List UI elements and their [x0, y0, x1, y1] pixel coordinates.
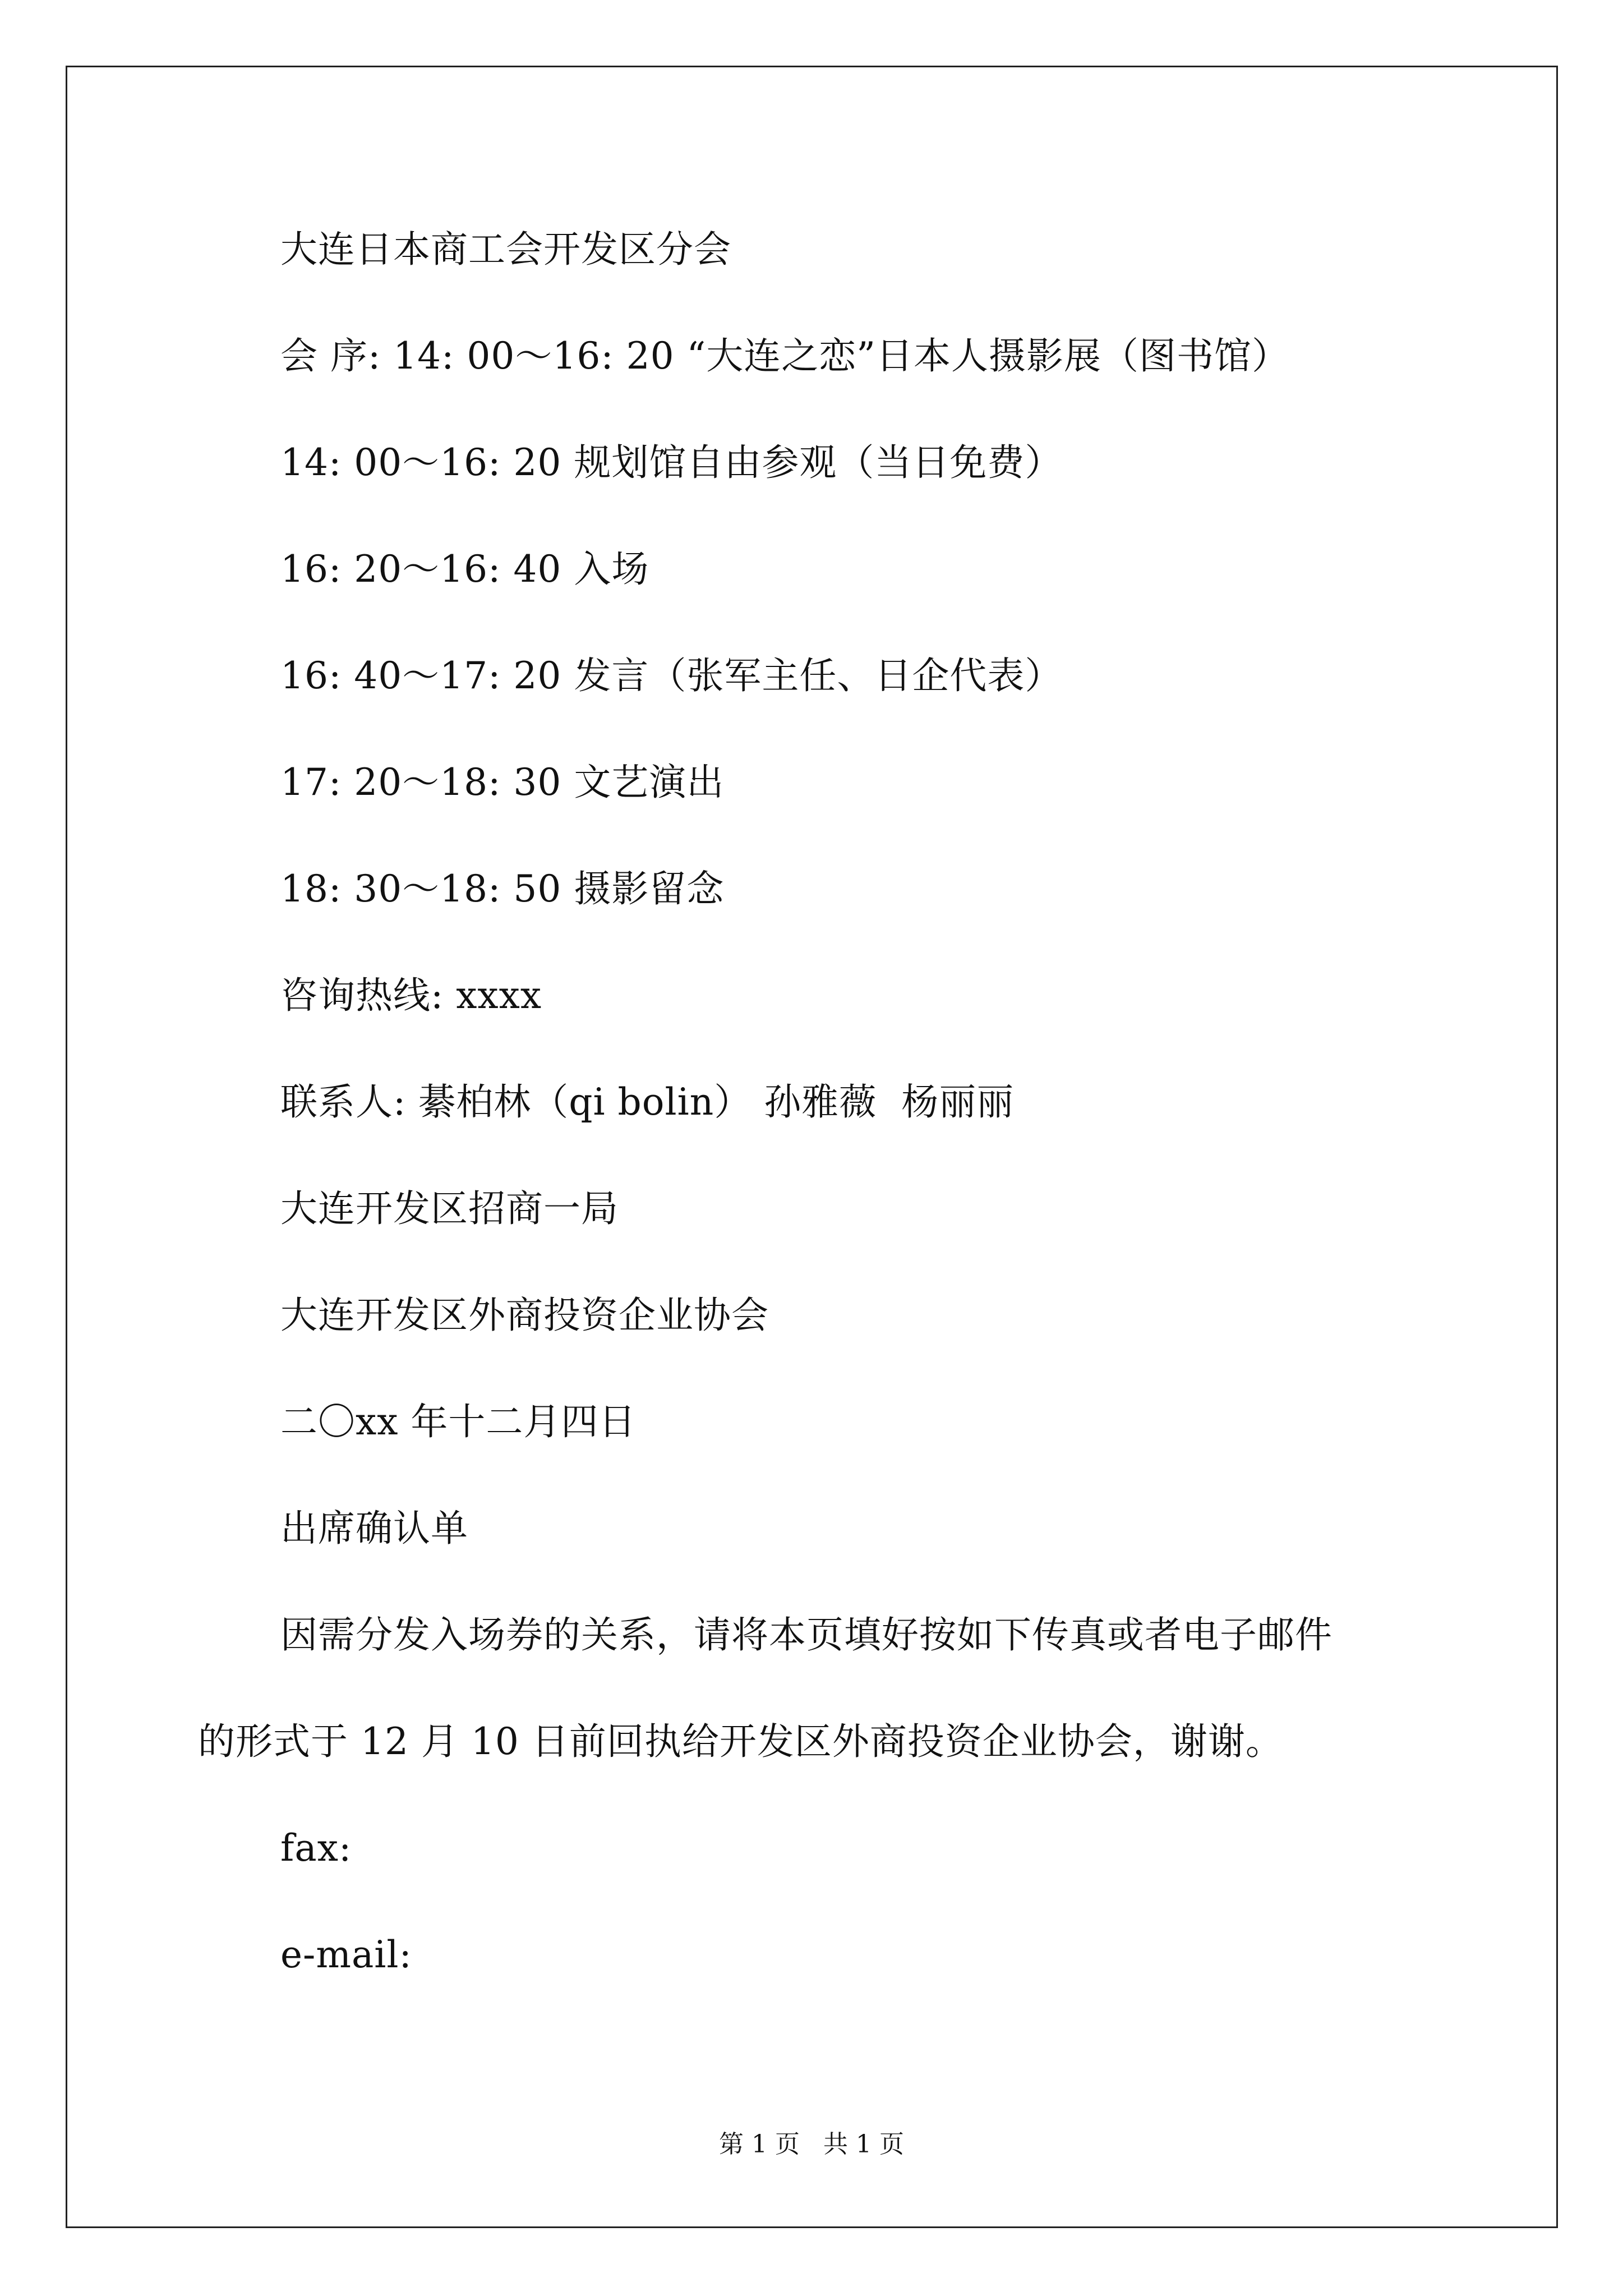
schedule-line-exhibition: 会 序: 14: 00～16: 20 “大连之恋”日本人摄影展（图书馆）: [280, 334, 1290, 378]
schedule-line-performance: 17: 20～18: 30 文艺演出: [280, 761, 725, 804]
schedule-line-photo: 18: 30～18: 50 摄影留念: [280, 867, 725, 910]
email-label: e-mail:: [280, 1933, 412, 1976]
organizer-line: 大连日本商工会开发区分会: [280, 228, 731, 271]
date-line: 二〇xx 年十二月四日: [280, 1400, 637, 1443]
sponsor-line-association: 大连开发区外商投资企业协会: [280, 1294, 769, 1337]
contacts-line: 联系人: 綦柏林（qi bolin） 孙雅薇 杨丽丽: [280, 1080, 1015, 1124]
schedule-line-speech: 16: 40～17: 20 发言（张军主任、日企代表）: [280, 654, 1063, 697]
sponsor-line-bureau: 大连开发区招商一局: [280, 1187, 619, 1230]
page-footer: 第 1 页 共 1 页: [719, 2130, 904, 2159]
instruction-line-1: 因需分发入场券的关系，请将本页填好按如下传真或者电子邮件: [280, 1613, 1332, 1657]
schedule-line-visit: 14: 00～16: 20 规划馆自由参观（当日免费）: [280, 441, 1063, 484]
hotline-line: 咨询热线: xxxx: [280, 974, 542, 1017]
confirmation-title: 出席确认单: [280, 1507, 468, 1550]
instruction-line-2: 的形式于 12 月 10 日前回执给开发区外商投资企业协会，谢谢。: [198, 1720, 1283, 1763]
schedule-line-entry: 16: 20～16: 40 入场: [280, 547, 649, 591]
fax-label: fax:: [280, 1826, 352, 1870]
